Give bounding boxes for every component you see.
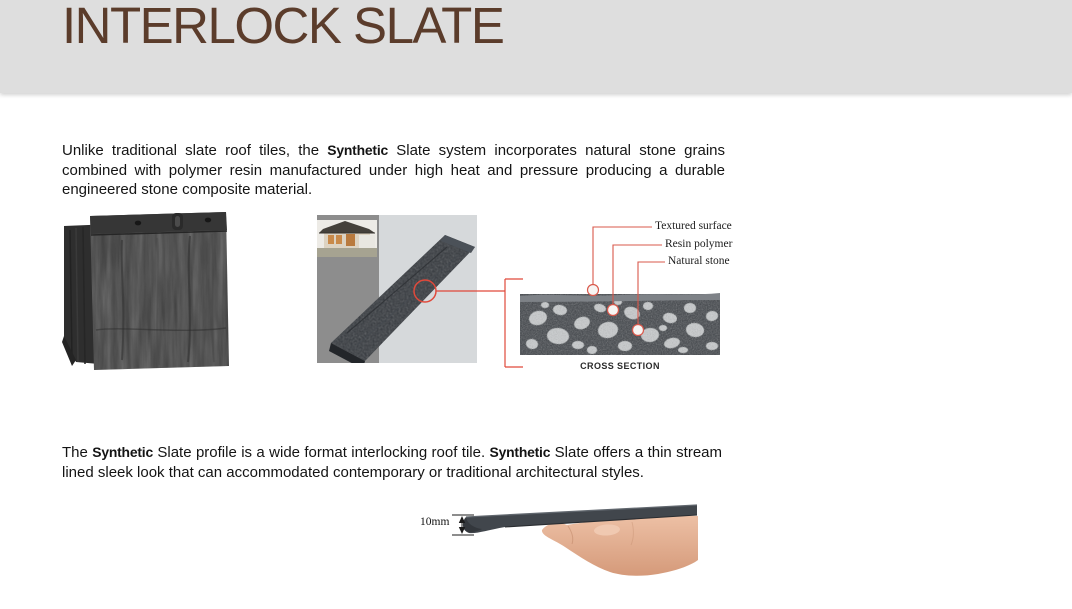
intro-paragraph (62, 141, 725, 200)
intro-text-1: Unlike traditional slate roof tiles, the (62, 142, 328, 159)
label-natural-stone: Natural stone (668, 255, 730, 267)
page-title: INTERLOCK SLATE (62, 0, 504, 54)
thickness-dimension-label: 10mm (420, 516, 450, 528)
label-textured-surface: Textured surface (655, 220, 732, 232)
intro-text-2: Slate system incorporates natural stone grains combined with polymer resin manufactured under high heat and pressure producing a durable engineered stone composite material. (62, 142, 725, 198)
brand-word: Synthetic (92, 444, 153, 460)
cross-section-caption: CROSS SECTION (580, 361, 660, 371)
hand-photo (542, 515, 698, 575)
cross-section-image (520, 288, 720, 355)
profile-text-3: Slate offers a thin stream lined sleek look that can accommodated contemporary or traditional architectural styles. (62, 444, 722, 481)
profile-paragraph (62, 443, 722, 482)
thickness-demo-image (400, 500, 700, 580)
house-photo (317, 220, 377, 257)
page-header (0, 0, 1072, 93)
profile-text-1: The (62, 444, 93, 461)
tile-detail-image (317, 215, 477, 363)
brand-word: Synthetic (327, 142, 389, 158)
slate-tiles-image (62, 210, 230, 375)
label-resin-polymer: Resin polymer (665, 238, 733, 250)
brand-word: Synthetic (489, 444, 551, 460)
profile-text-2: Slate profile is a wide format interlocking roof tile. (152, 444, 490, 461)
